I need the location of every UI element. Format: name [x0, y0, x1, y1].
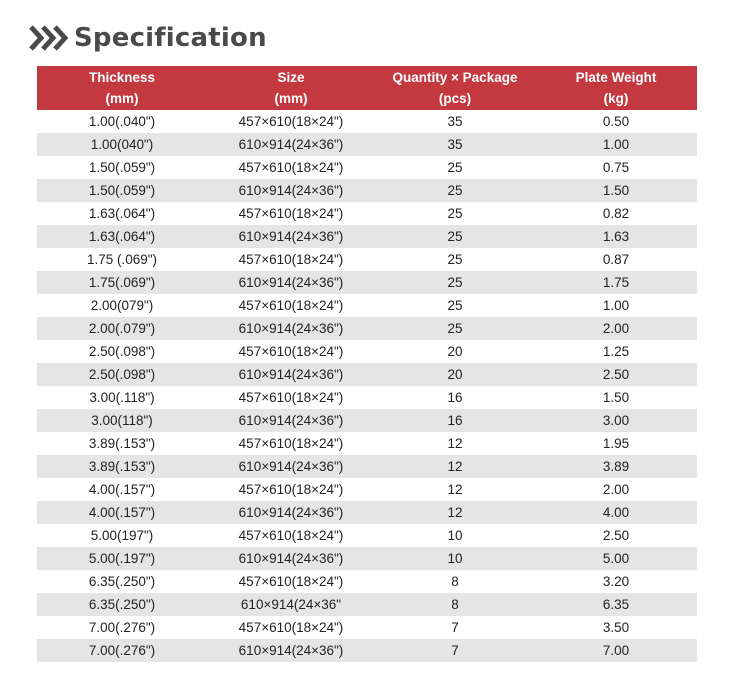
table-row	[37, 248, 697, 271]
cell-size: 457×610(18×24")	[207, 110, 375, 133]
table-row	[37, 386, 697, 409]
cell-plate-weight: 0.75	[535, 156, 697, 179]
cell-quantity: 25	[375, 271, 535, 294]
cell-size: 457×610(18×24")	[207, 340, 375, 363]
cell-thickness: 1.63(.064")	[37, 202, 207, 225]
cell-size: 457×610(18×24")	[207, 616, 375, 639]
cell-size: 610×914(24×36"	[207, 593, 375, 616]
cell-quantity: 20	[375, 363, 535, 386]
cell-thickness: 1.50(.059")	[37, 156, 207, 179]
cell-thickness: 6.35(.250")	[37, 593, 207, 616]
header-unit: (mm)	[274, 91, 308, 106]
table-row	[37, 271, 697, 294]
table-row	[37, 110, 697, 133]
cell-thickness: 1.63(.064")	[37, 225, 207, 248]
cell-quantity: 16	[375, 386, 535, 409]
cell-size: 610×914(24×36")	[207, 547, 375, 570]
cell-quantity: 25	[375, 248, 535, 271]
table-row	[37, 524, 697, 547]
table-row	[37, 202, 697, 225]
cell-thickness: 3.89(.153")	[37, 455, 207, 478]
cell-quantity: 7	[375, 639, 535, 662]
cell-thickness: 3.00(118")	[37, 409, 207, 432]
cell-plate-weight: 0.82	[535, 202, 697, 225]
cell-plate-weight: 2.50	[535, 363, 697, 386]
cell-plate-weight: 1.50	[535, 386, 697, 409]
cell-plate-weight: 7.00	[535, 639, 697, 662]
table-row	[37, 179, 697, 202]
cell-quantity: 35	[375, 133, 535, 156]
table-row	[37, 294, 697, 317]
cell-plate-weight: 0.50	[535, 110, 697, 133]
cell-size: 457×610(18×24")	[207, 156, 375, 179]
header-plate-weight	[535, 66, 697, 110]
cell-quantity: 12	[375, 432, 535, 455]
cell-size: 610×914(24×36")	[207, 317, 375, 340]
cell-thickness: 2.50(.098")	[37, 340, 207, 363]
cell-plate-weight: 4.00	[535, 501, 697, 524]
table-row	[37, 478, 697, 501]
cell-thickness: 7.00(.276")	[37, 616, 207, 639]
header-unit: (kg)	[603, 91, 629, 106]
cell-size: 610×914(24×36")	[207, 501, 375, 524]
cell-quantity: 8	[375, 570, 535, 593]
cell-quantity: 8	[375, 593, 535, 616]
cell-size: 610×914(24×36")	[207, 271, 375, 294]
cell-thickness: 1.00(040")	[37, 133, 207, 156]
cell-size: 610×914(24×36")	[207, 409, 375, 432]
cell-plate-weight: 3.00	[535, 409, 697, 432]
cell-quantity: 25	[375, 225, 535, 248]
cell-quantity: 25	[375, 202, 535, 225]
table-row	[37, 409, 697, 432]
spec-table	[37, 66, 697, 662]
header-unit: (mm)	[105, 91, 139, 106]
cell-quantity: 10	[375, 547, 535, 570]
cell-thickness: 1.75(.069")	[37, 271, 207, 294]
cell-size: 457×610(18×24")	[207, 386, 375, 409]
cell-plate-weight: 2.00	[535, 478, 697, 501]
cell-quantity: 10	[375, 524, 535, 547]
cell-plate-weight: 1.50	[535, 179, 697, 202]
table-row	[37, 225, 697, 248]
header-unit: (pcs)	[438, 91, 472, 106]
table-row	[37, 547, 697, 570]
cell-thickness: 2.50(.098")	[37, 363, 207, 386]
table-row	[37, 340, 697, 363]
cell-size: 610×914(24×36")	[207, 179, 375, 202]
cell-thickness: 2.00(079")	[37, 294, 207, 317]
cell-quantity: 25	[375, 179, 535, 202]
table-row	[37, 570, 697, 593]
cell-thickness: 4.00(.157")	[37, 501, 207, 524]
cell-size: 610×914(24×36")	[207, 363, 375, 386]
cell-plate-weight: 1.95	[535, 432, 697, 455]
cell-size: 457×610(18×24")	[207, 202, 375, 225]
double-chevron-icon	[28, 23, 68, 53]
cell-quantity: 25	[375, 156, 535, 179]
cell-quantity: 25	[375, 294, 535, 317]
page-title: Specification	[74, 23, 267, 53]
table-row	[37, 455, 697, 478]
cell-thickness: 1.75 (.069")	[37, 248, 207, 271]
cell-plate-weight: 1.00	[535, 133, 697, 156]
cell-size: 457×610(18×24")	[207, 294, 375, 317]
cell-plate-weight: 2.50	[535, 524, 697, 547]
cell-quantity: 20	[375, 340, 535, 363]
table-row	[37, 317, 697, 340]
cell-size: 457×610(18×24")	[207, 524, 375, 547]
table-row	[37, 133, 697, 156]
table-row	[37, 501, 697, 524]
cell-thickness: 1.50(.059")	[37, 179, 207, 202]
cell-plate-weight: 0.87	[535, 248, 697, 271]
cell-thickness: 6.35(.250")	[37, 570, 207, 593]
table-header-row	[37, 66, 697, 110]
table-row	[37, 363, 697, 386]
cell-quantity: 16	[375, 409, 535, 432]
cell-plate-weight: 1.25	[535, 340, 697, 363]
cell-quantity: 35	[375, 110, 535, 133]
cell-quantity: 12	[375, 478, 535, 501]
cell-thickness: 5.00(197")	[37, 524, 207, 547]
cell-quantity: 12	[375, 455, 535, 478]
cell-plate-weight: 3.20	[535, 570, 697, 593]
cell-size: 610×914(24×36")	[207, 225, 375, 248]
cell-size: 457×610(18×24")	[207, 478, 375, 501]
header-size	[207, 66, 375, 110]
section-heading	[28, 18, 267, 58]
table-row	[37, 639, 697, 662]
cell-plate-weight: 1.75	[535, 271, 697, 294]
cell-thickness: 3.89(.153")	[37, 432, 207, 455]
cell-plate-weight: 3.89	[535, 455, 697, 478]
cell-size: 457×610(18×24")	[207, 570, 375, 593]
cell-plate-weight: 1.63	[535, 225, 697, 248]
cell-quantity: 25	[375, 317, 535, 340]
cell-plate-weight: 6.35	[535, 593, 697, 616]
header-label: Quantity × Package	[392, 70, 518, 85]
cell-thickness: 4.00(.157")	[37, 478, 207, 501]
cell-size: 457×610(18×24")	[207, 248, 375, 271]
table-row	[37, 593, 697, 616]
cell-thickness: 5.00(.197")	[37, 547, 207, 570]
table-row	[37, 616, 697, 639]
cell-plate-weight: 3.50	[535, 616, 697, 639]
cell-plate-weight: 2.00	[535, 317, 697, 340]
cell-plate-weight: 1.00	[535, 294, 697, 317]
cell-thickness: 1.00(.040")	[37, 110, 207, 133]
cell-thickness: 7.00(.276")	[37, 639, 207, 662]
cell-quantity: 12	[375, 501, 535, 524]
header-quantity	[375, 66, 535, 110]
cell-thickness: 3.00(.118")	[37, 386, 207, 409]
table-body	[37, 110, 697, 662]
cell-thickness: 2.00(.079")	[37, 317, 207, 340]
cell-size: 610×914(24×36")	[207, 133, 375, 156]
header-label: Size	[277, 70, 305, 85]
cell-plate-weight: 5.00	[535, 547, 697, 570]
header-thickness	[37, 66, 207, 110]
cell-size: 457×610(18×24")	[207, 432, 375, 455]
table-row	[37, 156, 697, 179]
header-label: Thickness	[88, 70, 156, 85]
cell-size: 610×914(24×36")	[207, 455, 375, 478]
cell-quantity: 7	[375, 616, 535, 639]
cell-size: 610×914(24×36")	[207, 639, 375, 662]
header-label: Plate Weight	[575, 70, 657, 85]
table-row	[37, 432, 697, 455]
